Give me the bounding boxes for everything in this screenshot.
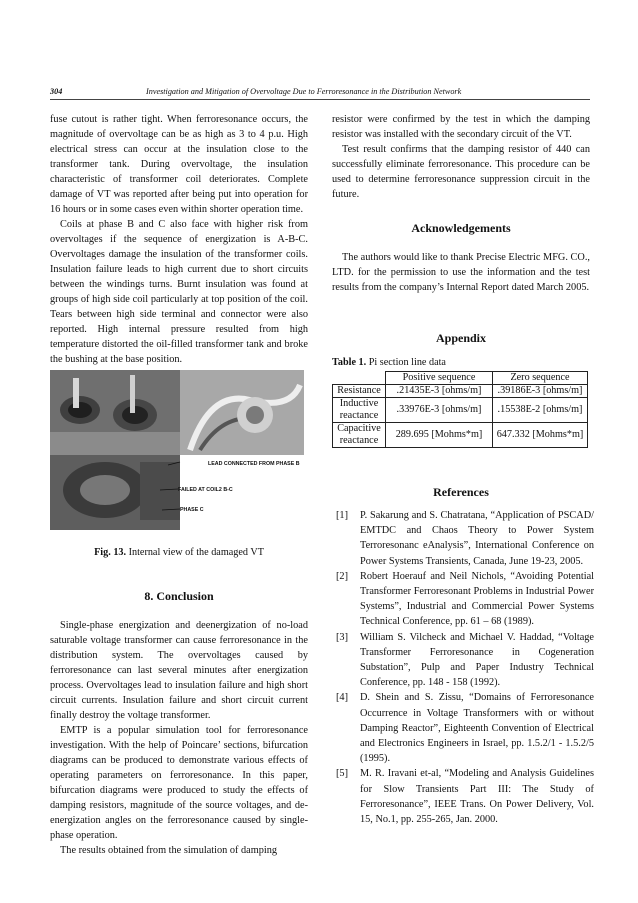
references-list [332,508,594,827]
reference-text: Robert Hoerauf and Neil Nichols, “Avoiding Potential Transformer Ferroresonant Problems in Industrial Power Systems”, Industrial and Commercial Power Systems Technical Conference, pp. 61 – 68 (1989). [360,570,594,628]
appendix-section [332,331,590,346]
header-rule [50,99,590,100]
reference-item [332,569,594,630]
section-title-references: References [433,485,489,499]
table-cell: Inductive reactance [333,398,386,423]
reference-item [332,508,594,569]
table-caption-label: Table 1. [332,357,367,368]
reference-number: [5] [336,768,349,780]
reference-number: [2] [336,570,349,582]
acknowledgements-text: The authors would like to thank Precise Electric MFG. CO., LTD. for the permission to use the information and the test results from the company’s Internal Report dated March 2005. [332,252,590,293]
section-title-conclusion: 8. Conclusion [144,589,214,603]
table-header-cell [333,372,386,385]
figure-caption-label: Fig. 13. [94,547,127,558]
paragraph: Coils at phase B and C also face with higher risk from overvoltages if the sequence of energization is A-B-C. Overvoltages damage the insulation of the transformer coils. Insulation failure leads to high current due to short circuits between the windings turns. Burnt insulation was found at groups of high side coil particularly at top position of the coil. Tears between high side terminal and connector were also reported. High internal pressure resulted from high temperature distorted the oil-filled transformer tank and broke the bushing at the base position. [50,219,308,365]
right-column [332,112,590,202]
table-header-row [333,372,588,385]
table-cell: .15538E-2 [ohms/m] [493,398,588,423]
figure-caption-text: Internal view of the damaged VT [126,547,264,558]
reference-text: D. Shein and S. Zissu, “Domains of Ferroresonance Occurrence in Voltage Transformers with or without Damping Reactor”, Eighteenth Convention of Electrical and Electronics Engineers in Israel, pp. 1.5.2/1 - 1.5.2/5 (1995). [360,692,594,765]
table-header-cell: Positive sequence [386,372,493,385]
paragraph: resistor were confirmed by the test in which the damping resistor was installed with the secondary circuit of the VT. [332,114,590,140]
table-header-cell: Zero sequence [493,372,588,385]
paragraph: fuse cutout is rather tight. When ferroresonance occurs, the magnitude of overvoltage can be as high as 3 to 4 p.u. High electrical stress can occur at the insulation close to the transformer tank. During overvoltage, the insulation characteristic of transformer coil deteriorates. Complete damage of VT was reported after being put into operation for 16 hours or in some cases even within shorter operation time. [50,114,308,215]
table-cell: Capacitive reactance [333,423,386,448]
conclusion-section [50,589,308,858]
reference-item [332,766,594,827]
left-column [50,112,308,367]
figure-caption [50,547,308,558]
page-number: 304 [50,87,63,96]
paragraph: Single-phase energization and deenergization of no-load saturable voltage transformer can cause ferroresonance in the distribution system. The overvoltages caused by ferroresonance can last several minutes after energization process. Overvoltages lead to insulation failure and high short circuit currents. Insulation failure and short circuit current finally destroy the voltage transformer. [50,620,308,721]
pi-section-table [332,371,588,448]
paragraph: EMTP is a popular simulation tool for ferroresonance investigation. With the help of Poincare’ sections, bifurcation diagrams can be produced to demonstrate various effects of operating parameters on ferroresonance. In this paper, bifurcation diagrams were produced to study the effects of damping resistors, magnitude of the source voltages, and de-energization angles on the ferroresonance caused by single-phase operation. [50,725,308,841]
table-caption-text: Pi section line data [366,357,446,368]
running-title: Investigation and Mitigation of Overvoltage Due to Ferroresonance in the Distribution Network [146,87,462,96]
figure-damaged-vt-photo [50,370,304,530]
table-row [333,423,588,448]
paragraph: The results obtained from the simulation of damping [60,845,278,856]
reference-number: [3] [336,631,349,643]
reference-number: [4] [336,692,349,704]
reference-text: P. Sakarung and S. Chatratana, “Application of PSCAD/ EMTDC and Chaos Theory to Power System Terroresonanc eAnalysis”, International Conference on Power Systems Transients, Canada, June 19-23, 2005. [360,510,594,567]
acknowledgements-section [332,221,590,295]
table-row [333,385,588,398]
table-cell: .21435E-3 [ohms/m] [386,385,493,398]
figure-label-phase-c: PHASE C [180,507,204,513]
table-cell: Resistance [333,385,386,398]
reference-text: William S. Vilcheck and Michael V. Haddad, “Voltage Transformer Ferroresonance in Cogeneration Substation”, Pulp and Paper Industry Technical Conference, pp. 148 - 158 (1992). [360,631,594,689]
table-cell: 647.332 [Mohms*m] [493,423,588,448]
table-row [333,398,588,423]
reference-item [332,630,594,691]
paragraph: Test result confirms that the damping resistor of 440 can successfully eliminate ferroresonance. This procedure can be used to determine ferroresonance suppression circuit in the future. [332,144,590,200]
table-cell: 289.695 [Mohms*m] [386,423,493,448]
references-title-wrap [332,485,590,500]
table-caption [332,357,446,368]
figure-label-failed: FAILED AT COIL2 B-C [178,487,233,493]
reference-item [332,690,594,766]
reference-number: [1] [336,510,349,521]
section-title-acknowledgements: Acknowledgements [411,221,511,235]
table-cell: .39186E-3 [ohms/m] [493,385,588,398]
table-cell: .33976E-3 [ohms/m] [386,398,493,423]
section-title-appendix: Appendix [435,331,487,345]
figure-label-lead: LEAD CONNECTED FROM PHASE B [208,461,300,467]
reference-text: M. R. Iravani et-al, “Modeling and Analysis Guidelines for Slow Transients Part III: The Study of Ferroresonance”, IEEE Trans. On Power Delivery, Vol. 15, No.1, pp. 255-265, Jan. 2000. [360,768,594,826]
